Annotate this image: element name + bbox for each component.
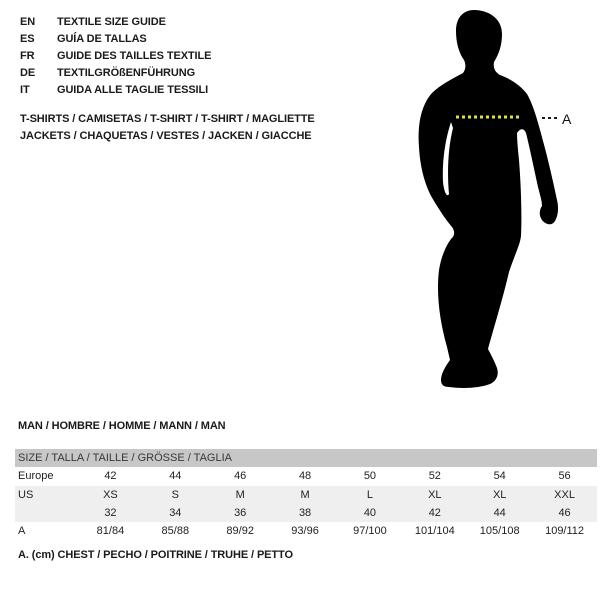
row-label: Europe [18,470,54,482]
man-silhouette-svg [390,0,600,400]
size-cell: 34 [169,507,182,519]
language-code: FR [20,50,35,62]
size-cell: 97/100 [353,525,387,537]
size-cell: XL [492,489,507,501]
language-code: DE [20,67,36,79]
garment-line-jackets: JACKETS / CHAQUETAS / VESTES / JACKEN / GIACCHE [20,130,312,142]
size-cell: 93/96 [291,525,319,537]
table-row-us-numbers [15,504,597,522]
size-cell: 48 [298,470,312,482]
chest-measure-footnote: A. (cm) CHEST / PECHO / POITRINE / TRUHE / PETTO [18,549,293,561]
size-cell: 50 [363,470,377,482]
size-cell: 105/108 [479,525,520,537]
language-title: GUIDE DES TAILLES TEXTILE [57,50,212,62]
language-code: IT [20,84,30,96]
garment-line-tshirts: T-SHIRTS / CAMISETAS / T-SHIRT / T-SHIRT / MAGLIETTE [20,113,315,125]
language-code: EN [20,16,36,28]
size-cell: S [171,489,179,501]
size-cell: 89/92 [226,525,254,537]
size-cell: 81/84 [96,525,125,537]
size-cell: 101/104 [414,525,455,537]
row-label [15,504,78,522]
size-cell: 46 [558,507,571,519]
size-cell: 85/88 [161,525,190,537]
size-cell: M [300,489,310,501]
size-cell: 109/112 [545,525,585,537]
language-code: ES [20,33,35,45]
size-table [15,449,597,541]
size-cell: XL [428,489,442,501]
row-label: US [18,489,34,501]
size-cell: 38 [298,507,312,519]
garment-type-list [20,111,315,145]
size-cell: 56 [558,470,571,482]
size-cell: 36 [234,507,247,519]
size-table-header: SIZE / TALLA / TAILLE / GRÖSSE / TAGLIA [15,449,597,467]
table-row-chest-cm [15,522,597,541]
language-row-es [20,31,211,48]
size-cell: 52 [428,470,441,482]
section-title: MAN / HOMBRE / HOMME / MANN / MAN [18,420,226,432]
row-label: A [18,525,26,537]
size-cell: L [366,489,373,501]
table-row-us-letters [15,486,597,504]
language-row-fr [20,48,211,65]
size-cell: M [235,489,245,501]
man-silhouette-shape [419,10,558,388]
language-title: GUIDA ALLE TAGLIE TESSILI [57,84,209,96]
us-size-band [15,486,597,522]
size-cell: 40 [363,507,377,519]
language-row-it [20,82,211,99]
man-silhouette-figure [390,0,600,400]
language-title-list [20,14,211,99]
language-title: TEXTILGRÖßENFÜHRUNG [57,67,196,79]
measure-label-a: A [562,111,572,127]
size-cell: 44 [493,507,506,519]
size-cell: XS [103,489,118,501]
size-cell: 54 [493,470,506,482]
size-cell: XXL [554,489,575,501]
table-row-europe [15,467,597,486]
language-title: GUÍA DE TALLAS [57,33,147,45]
language-row-en [20,14,211,31]
size-cell: 46 [234,470,247,482]
size-cell: 42 [104,470,117,482]
language-row-de [20,65,211,82]
size-cell: 42 [428,507,441,519]
size-cell: 32 [104,507,117,519]
size-cell: 44 [169,470,182,482]
language-title: TEXTILE SIZE GUIDE [57,16,166,28]
